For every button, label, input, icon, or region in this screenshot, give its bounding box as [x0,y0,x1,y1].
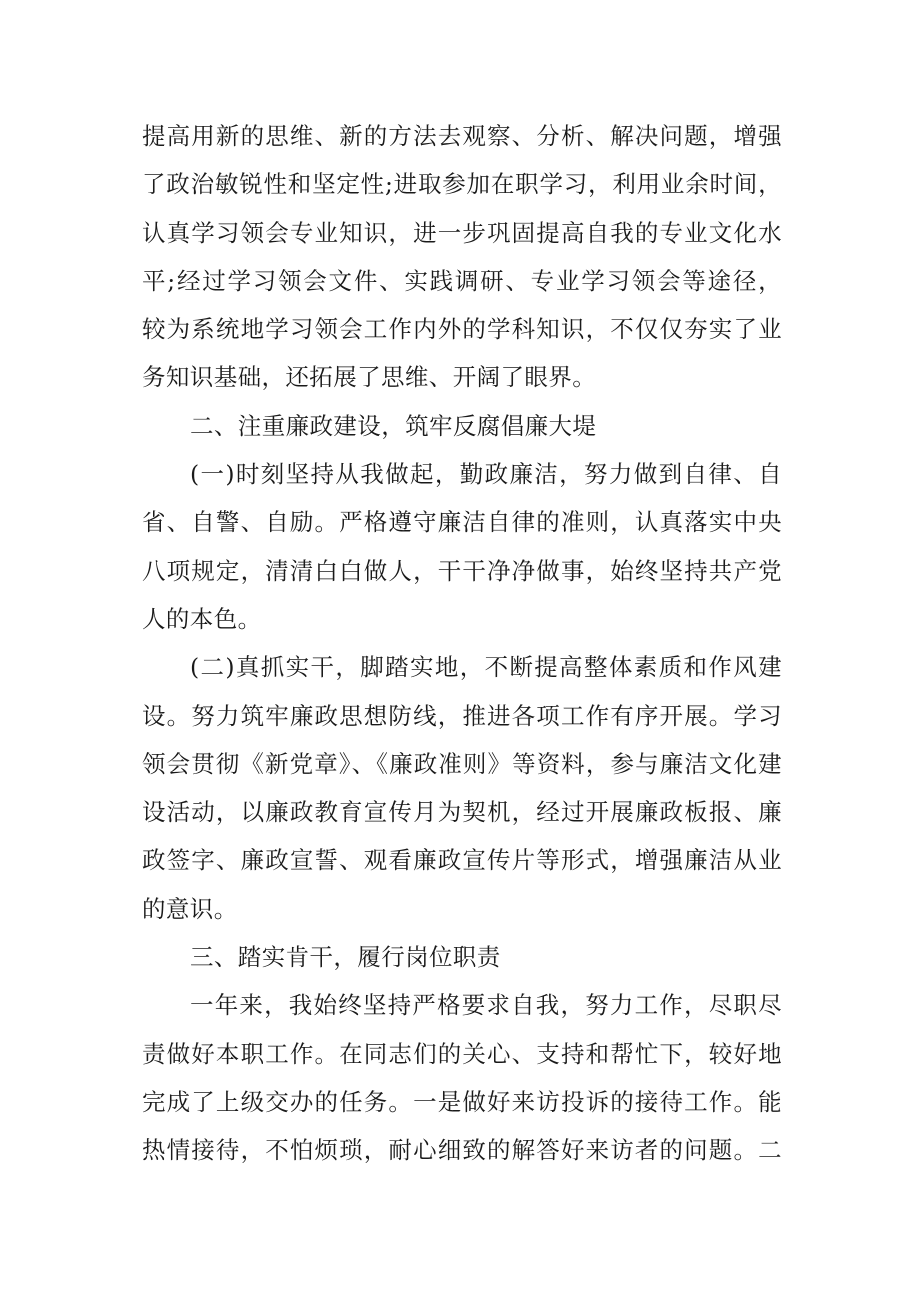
paragraph-yearly-summary [142,981,782,1174]
section-heading-three [142,933,782,981]
paragraph-item-two [142,643,782,933]
text-line: 八项规定，清清白白做人，干干净净做事，始终坚持共产党 [142,556,782,585]
text-line: 提高用新的思维、新的方法去观察、分析、解决问题，增强 [142,122,782,150]
text-line: 热情接待，不怕烦琐，耐心细致的解答好来访者的问题。二 [142,1136,782,1165]
text-line: 较为系统地学习领会工作内外的学科知识，不仅仅夯实了业 [142,315,782,344]
text-line: 人的本色。 [142,604,262,633]
text-line: 了政治敏锐性和坚定性;进取参加在职学习，利用业余时间， [142,170,782,199]
section-heading-two [142,402,782,450]
text-line: 政签字、廉政宣誓、观看廉政宣传片等形式，增强廉洁从业 [142,846,782,875]
paragraph-item-one [142,450,782,643]
text-line: 设活动，以廉政教育宣传月为契机，经过开展廉政板报、廉 [142,798,782,827]
document-body [142,112,782,1175]
text-line: 认真学习领会专业知识，进一步巩固提高自我的专业文化水 [142,218,782,247]
text-line: (一)时刻坚持从我做起，勤政廉洁，努力做到自律、自 [190,460,782,489]
text-line: 完成了上级交办的任务。一是做好来访投诉的接待工作。能 [142,1087,782,1116]
text-line: 的意识。 [142,894,238,923]
text-line: 责做好本职工作。在同志们的关心、支持和帮忙下，较好地 [142,1039,782,1068]
text-line: 省、自警、自励。严格遵守廉洁自律的准则，认真落实中央 [142,508,782,537]
text-line: 平;经过学习领会文件、实践调研、专业学习领会等途径， [142,266,782,295]
paragraph-study-continuation [142,112,782,402]
heading-text: 二、注重廉政建设，筑牢反腐倡廉大堤 [190,411,597,440]
text-line: (二)真抓实干，脚踏实地，不断提高整体素质和作风建 [190,653,782,682]
text-line: 一年来，我始终坚持严格要求自我，努力工作，尽职尽 [190,991,782,1020]
text-line: 领会贯彻《新党章》、《廉政准则》等资料，参与廉洁文化建 [142,749,782,778]
text-line: 务知识基础，还拓展了思维、开阔了眼界。 [142,363,597,392]
heading-text: 三、踏实肯干，履行岗位职责 [190,943,501,972]
text-line: 设。努力筑牢廉政思想防线，推进各项工作有序开展。学习 [142,701,782,730]
